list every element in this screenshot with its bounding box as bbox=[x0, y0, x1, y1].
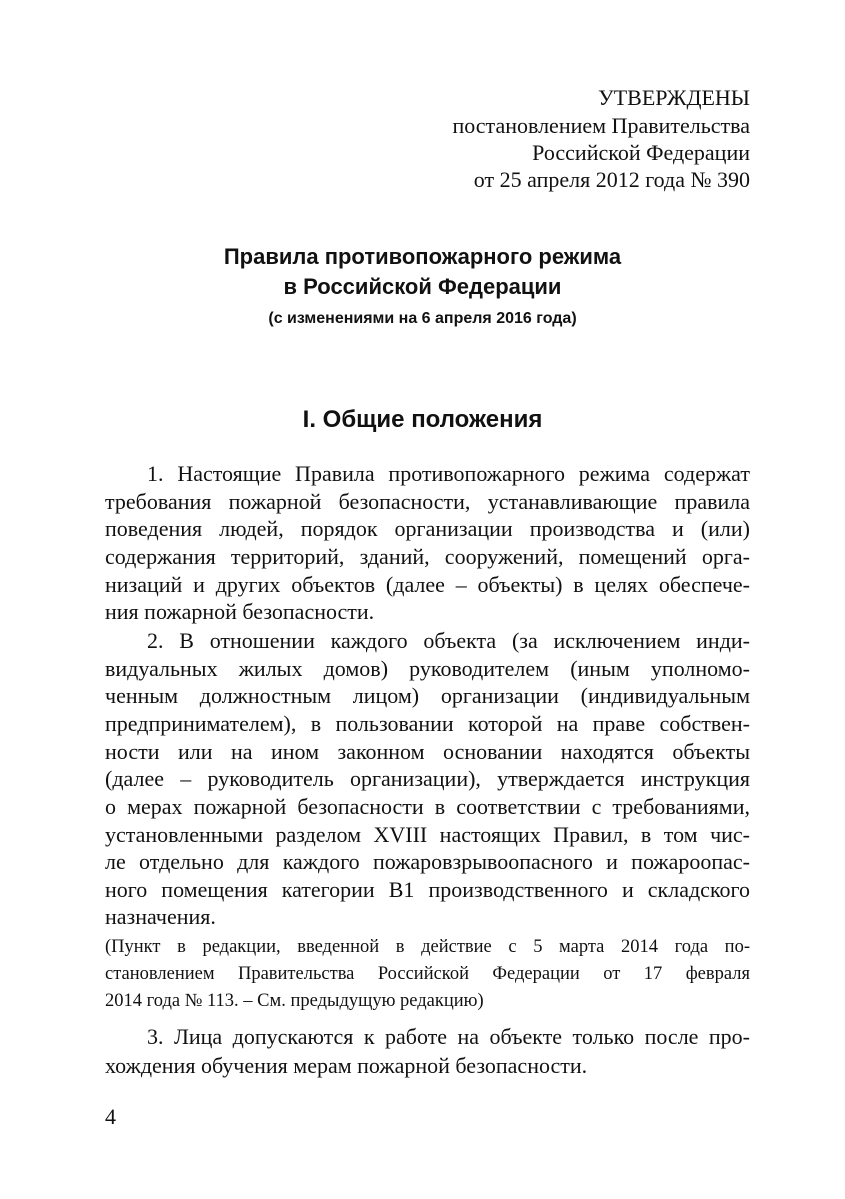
text-line: 2. В отношении каждого объекта (за исключением инди- bbox=[147, 628, 750, 653]
text-line: видуальных жилых домов) руководителем (иным уполномо- bbox=[105, 656, 750, 681]
text-line: поведения людей, порядок организации производства и (или) bbox=[105, 516, 750, 541]
section-heading: I. Общие положения bbox=[302, 406, 543, 433]
text-line: ченным должностным лицом) организации (индивидуальным bbox=[105, 683, 750, 708]
text-line: ности или на ином законном основании находятся объекты bbox=[105, 739, 750, 764]
text-line: (далее – руководитель организации), утверждается инструкция bbox=[105, 766, 750, 791]
document-title-line2: в Российской Федерации bbox=[283, 274, 562, 299]
document-title: Правила противопожарного режима bbox=[223, 244, 622, 269]
text-line: низаций и других объектов (далее – объекты) в целях обеспече- bbox=[105, 572, 750, 597]
note-line: 2014 года № 113. – См. предыдущую редакцию) bbox=[105, 991, 484, 1011]
text-line: 3. Лица допускаются к работе на объекте только после про- bbox=[147, 1024, 750, 1049]
page-number: 4 bbox=[105, 1104, 116, 1129]
text-line: требования пожарной безопасности, устанавливающие правила bbox=[105, 489, 750, 514]
text-line: о мерах пожарной безопасности в соответствии с требованиями, bbox=[105, 794, 750, 819]
approval-line: постановлением Правительства bbox=[452, 113, 750, 138]
text-line: ле отдельно для каждого пожаровзрывоопасного и пожароопас- bbox=[105, 849, 750, 874]
approval-heading: УТВЕРЖДЕНЫ bbox=[598, 85, 750, 110]
text-line: хождения обучения мерам пожарной безопасности. bbox=[105, 1053, 588, 1078]
approval-line: Российской Федерации bbox=[532, 140, 750, 165]
text-line: содержания территорий, зданий, сооружений, помещений орга- bbox=[105, 544, 750, 569]
text-line: установленными разделом XVIII настоящих Правил, в том чис- bbox=[105, 822, 750, 847]
document-subtitle: (с изменениями на 6 апреля 2016 года) bbox=[268, 310, 577, 327]
text-line: назначения. bbox=[105, 904, 216, 929]
text-line: ния пожарной безопасности. bbox=[105, 599, 375, 624]
text-line: ного помещения категории В1 производственного и складского bbox=[105, 877, 750, 902]
approval-line: от 25 апреля 2012 года № 390 bbox=[473, 167, 750, 192]
text-line: предпринимателем), в пользовании которой на праве собствен- bbox=[105, 711, 750, 736]
text-line: 1. Настоящие Правила противопожарного режима содержат bbox=[147, 461, 750, 486]
note-line: становлением Правительства Российской Федерации от 17 февраля bbox=[105, 964, 750, 984]
note-line: (Пункт в редакции, введенной в действие с 5 марта 2014 года по- bbox=[105, 937, 750, 957]
